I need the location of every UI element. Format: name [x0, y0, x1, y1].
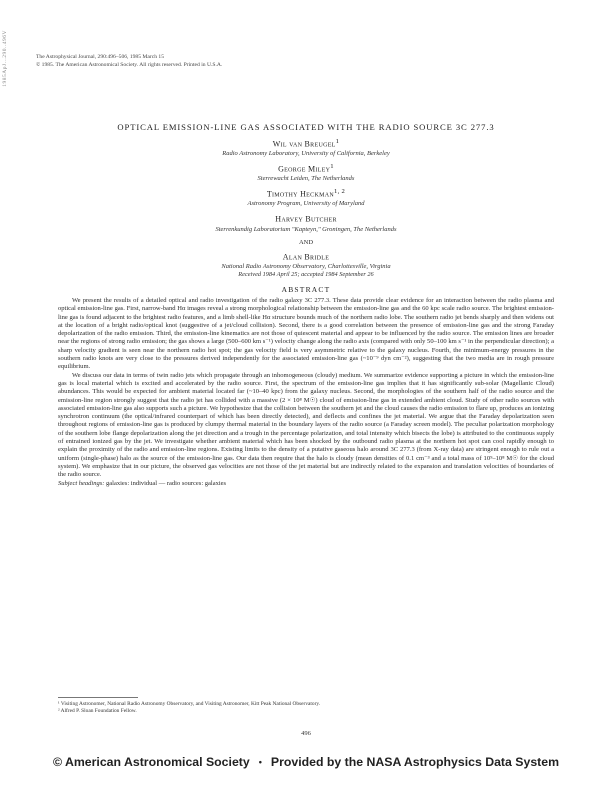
subject-label: Subject headings: — [58, 479, 105, 487]
author-name: George Miley$^1$ — [278, 163, 334, 174]
abstract-paragraph: We present the results of a detailed optical and radio investigation of the radio galaxy 3C 277.3. These data provide clear evidence for an interaction between the radio plasma and optical emission-line gas. First, narrow-band Hα images reveal a strong morphological relationship between the emission-line gas and the 60 kpc scale radio source. The brightest emission-line gas is found adjacent to the brightest radio features, and a limb shell-like Hα structure bounds much of the northern radio lobe. The southern radio jet bends sharply and then widens out at the location of a bright radio/optical knot (suggestive of a jet/cloud collision). Second, there is a good correlation between the presence of emission-line gas and the strong Faraday depolarization of the radio emission. Third, the emission-line kinematics are not those of quiescent material and appear to be influenced by the radio source. The emission lines are broader near the regions of strong radio emission; the gas shows a large (500–600 km s⁻¹) velocity change along the radio axis (compared with only 50–100 km s⁻¹ in the perpendicular direction); a sharp velocity gradient is seen near the northern radio hot spot; the gas velocity field is very asymmetric relative to the galaxy nucleus. Fourth, the minimum-energy pressures in the southern radio knots are very close to the pressures derived independently for the associated emission-line gas (~10⁻⁹ dyn cm⁻²), suggesting that the two media are in rough pressure equilibrium. — [58, 297, 554, 371]
journal-copyright: © 1985. The American Astronomical Society. All rights reserved. Printed in U.S.A. — [36, 62, 223, 68]
subject-headings — [58, 480, 554, 488]
paper-title: OPTICAL EMISSION-LINE GAS ASSOCIATED WITH THE RADIO SOURCE 3C 277.3 — [117, 122, 495, 132]
footer-separator: • — [258, 757, 262, 767]
author-name: Alan Bridle — [282, 252, 330, 262]
footer-copyright: © American Astronomical Society — [52, 755, 250, 769]
subject-text: galaxies: individual — radio sources: galaxies — [106, 479, 227, 487]
author-affiliation: National Radio Astronomy Observatory, Charlottesville, Virginia — [221, 262, 391, 270]
abstract-heading: ABSTRACT — [281, 285, 331, 294]
author-affiliation: Radio Astronomy Laboratory, University of California, Berkeley — [222, 150, 390, 158]
footnote: ¹ Visiting Astronomer, National Radio Astronomy Observatory, and Visiting Astronomer, Kitt Peak National Observatory. — [58, 701, 321, 707]
ads-footer — [0, 755, 612, 769]
author-affiliation: Astronomy Program, University of Maryland — [247, 200, 365, 208]
bibcode-stamp: 1985ApJ...290..496V — [2, 30, 8, 87]
page-number: 496 — [301, 730, 311, 737]
footnotes — [58, 701, 554, 715]
abstract-body — [58, 297, 554, 488]
author-affiliation: Sterrenkundig Laboratorium "Kapteyn," Groningen, The Netherlands — [215, 225, 397, 233]
and-separator: AND — [298, 238, 314, 246]
author-name: Wil van Breugel$^1$ — [272, 138, 340, 149]
author-affiliation: Sterrewacht Leiden, The Netherlands — [257, 175, 355, 183]
journal-header — [36, 53, 336, 69]
received-dates: Received 1984 April 25; accepted 1984 September 26 — [238, 270, 374, 278]
journal-citation: The Astrophysical Journal, 290:496–506, 1985 March 15 — [36, 54, 165, 60]
footnote: ² Alfred P. Sloan Foundation Fellow. — [58, 708, 137, 715]
author-name: Harvey Butcher — [275, 215, 337, 225]
author-block — [0, 137, 612, 279]
abstract-paragraph: We discuss our data in terms of twin radio jets which propagate through an inhomogeneous (cloudy) medium. We summarize evidence supporting a picture in which the emission-line gas is local material which is excited and accelerated by the radio source. First, the spectrum of the emission-line gas implies that it has significantly sub-solar (Magellanic Cloud) abundances. This would be expected for ambient material located far (~10–40 kpc) from the galaxy nucleus. Second, the morphologies of the southern half of the radio source and the emission-line region strongly suggest that the radio jet has collided with a massive (2 × 10⁸ M☉) cloud of emission-line gas in extended ambient cloud. Study of other radio sources with associated emission-line gas also supports such a picture. We hypothesize that the collision between the southern jet and the cloud causes the radio emission to flare up, produces an ionizing synchrotron continuum (the optical/infrared counterpart of which has been directly detected), and deflects and confines the jet material. We argue that the Faraday depolarization seen throughout regions of emission-line gas is produced by clumpy thermal material in the boundary layers of the radio source (a Faraday screen model). The peculiar polarization morphology of the southern lobe flange depolarization along the jet direction and a trough in the percentage polarization, and total intensity which bisects the lobe) is attributed to the continuous supply of entrained ionized gas by the jet. We investigate whether ambient material which has been shocked by the outbound radio plasma at the northern hot spot can cool rapidly enough to explain the proximity of the radio and emission-line regions. Existing limits to the density of a putative gaseous halo around 3C 277.3 (from X-ray data) are stringent enough to rule out a uniform (single-phase) halo as the source of the emission-line gas. Our data then require that the halo is cloudy (mean densities of 0.1 cm⁻³ and a total mass of 10⁹–10⁸ M☉ for the cloud system). We emphasize that in our picture, the observed gas velocities are not those of the jet material but are indirectly related to the expansion and translation velocities of boundaries of the radio source. — [58, 371, 554, 479]
footnote-rule — [58, 697, 138, 698]
author-name: Timothy Heckman$^{1, 2}$ — [266, 188, 346, 199]
footer-provider: Provided by the NASA Astrophysics Data System — [270, 755, 560, 769]
